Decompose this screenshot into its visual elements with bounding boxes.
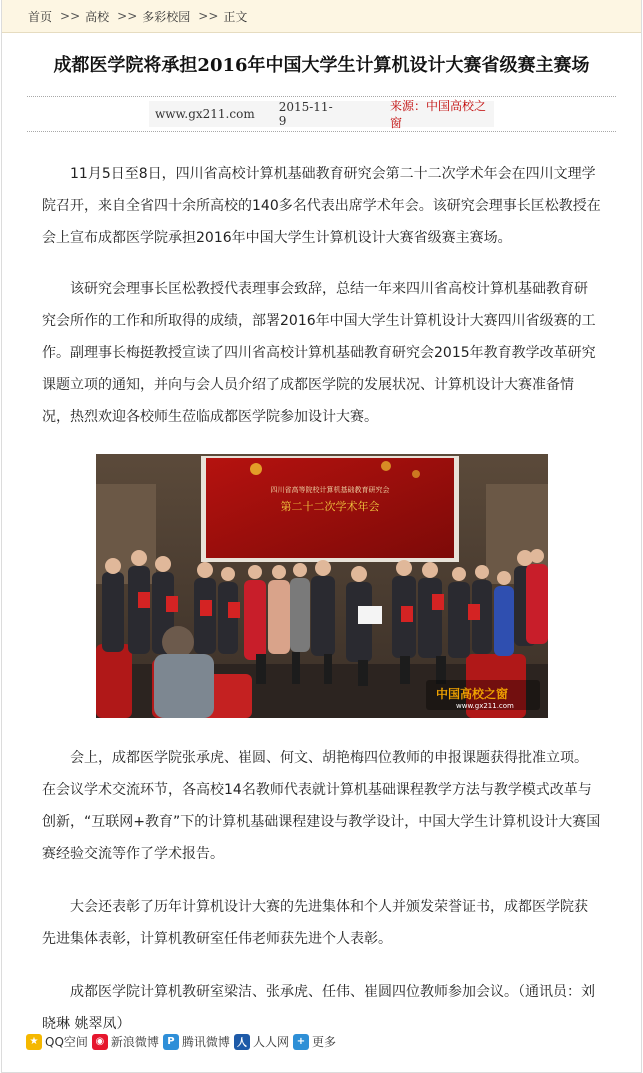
divider — [27, 131, 616, 132]
share-bar — [26, 1033, 340, 1050]
divider — [27, 96, 616, 97]
watermark-url: www.gx211.com — [455, 702, 514, 710]
article-site: www.gx211.com — [155, 107, 255, 121]
share-more-label[interactable]: 更多 — [311, 1035, 336, 1049]
article-body-continued — [42, 742, 601, 1040]
seated-attendee — [162, 626, 194, 658]
article-paragraph: 该研究会理事长匡松教授代表理事会致辞，总结一年来四川省高校计算机基础教育研究会所作的工作和所取得的成绩，部署2016年中国大学生计算机设计大赛四川省级赛的工作。副理事长梅挺教授宣读了四川省高校计算机基础教育研究会2015年教育教学改革研究课题立项的通知，并向与会人员介绍了成都医学院的发展状况、计算机设计大赛准备情况，热烈欢迎各校师生莅临成都医学院参加设计大赛。 — [42, 281, 596, 425]
article-paragraph: 会上，成都医学院张承虎、崔圆、何文、胡艳梅四位教师的申报课题获得批准立项。在会议学术交流环节，各高校14名教师代表就计算机基础课程教学方法与教学模式改革与创新，“互联网+教育”下的计算机基础课程建设与教学设计，中国大学生计算机设计大赛国赛经验交流等作了学术报告。 — [42, 750, 601, 862]
breadcrumb-level2-link[interactable]: 多彩校园 — [142, 9, 191, 24]
watermark-logo: 中国高校之窗 — [435, 687, 508, 701]
article-date: 2015-11-9 — [278, 100, 333, 128]
tencent-weibo-icon: P — [163, 1034, 179, 1050]
share-tencent-weibo[interactable] — [163, 1033, 230, 1050]
breadcrumb-separator: >> — [117, 9, 138, 23]
screen-title-line2: 第二十二次学术年会 — [280, 500, 379, 513]
breadcrumb-current: 正文 — [223, 9, 248, 24]
article-title: 成都医学院将承担2016年中国大学生计算机设计大赛省级赛主赛场 — [53, 55, 590, 76]
conference-group-photo — [96, 454, 548, 718]
share-renren[interactable] — [234, 1033, 289, 1050]
breadcrumb-level1-link[interactable]: 高校 — [85, 9, 110, 24]
breadcrumb-separator: >> — [198, 9, 219, 23]
share-more[interactable] — [293, 1033, 336, 1050]
renren-icon: 人 — [234, 1034, 250, 1050]
share-qzone[interactable] — [26, 1033, 88, 1050]
share-renren-label[interactable]: 人人网 — [252, 1035, 289, 1049]
share-qzone-label[interactable]: QQ空间 — [45, 1035, 88, 1049]
breadcrumb-home-link[interactable]: 首页 — [28, 9, 53, 24]
article-source: 来源：中国高校之窗 — [389, 99, 486, 130]
breadcrumb — [2, 0, 641, 33]
article-body — [42, 158, 601, 433]
share-tencent-weibo-label[interactable]: 腾讯微博 — [181, 1035, 230, 1049]
article-paragraph: 成都医学院计算机教研室梁洁、张承虎、任伟、崔圆四位教师参加会议。（通讯员：刘晓琳 姚翠凤） — [42, 984, 595, 1032]
weibo-icon: ◉ — [92, 1034, 108, 1050]
article-paragraph: 11月5日至8日，四川省高校计算机基础教育研究会第二十二次学术年会在四川文理学院召开，来自全省四十余所高校的140多名代表出席学术年会。该研究会理事长匡松教授在会上宣布成都医学院承担2016年中国大学生计算机设计大赛省级赛主赛场。 — [42, 166, 601, 246]
share-weibo-label[interactable]: 新浪微博 — [110, 1035, 159, 1049]
article-paragraph: 大会还表彰了历年计算机设计大赛的先进集体和个人并颁发荣誉证书，成都医学院获先进集体表彰，计算机教研室任伟老师获先进个人表彰。 — [42, 899, 588, 947]
page — [1, 0, 642, 1073]
article-meta — [149, 99, 494, 130]
plus-icon: + — [293, 1034, 309, 1050]
screen-title-line1: 四川省高等院校计算机基础教育研究会 — [270, 486, 389, 494]
share-weibo[interactable] — [92, 1033, 159, 1050]
article-photo — [96, 454, 548, 718]
qzone-icon: ★ — [26, 1034, 42, 1050]
breadcrumb-separator: >> — [60, 9, 81, 23]
